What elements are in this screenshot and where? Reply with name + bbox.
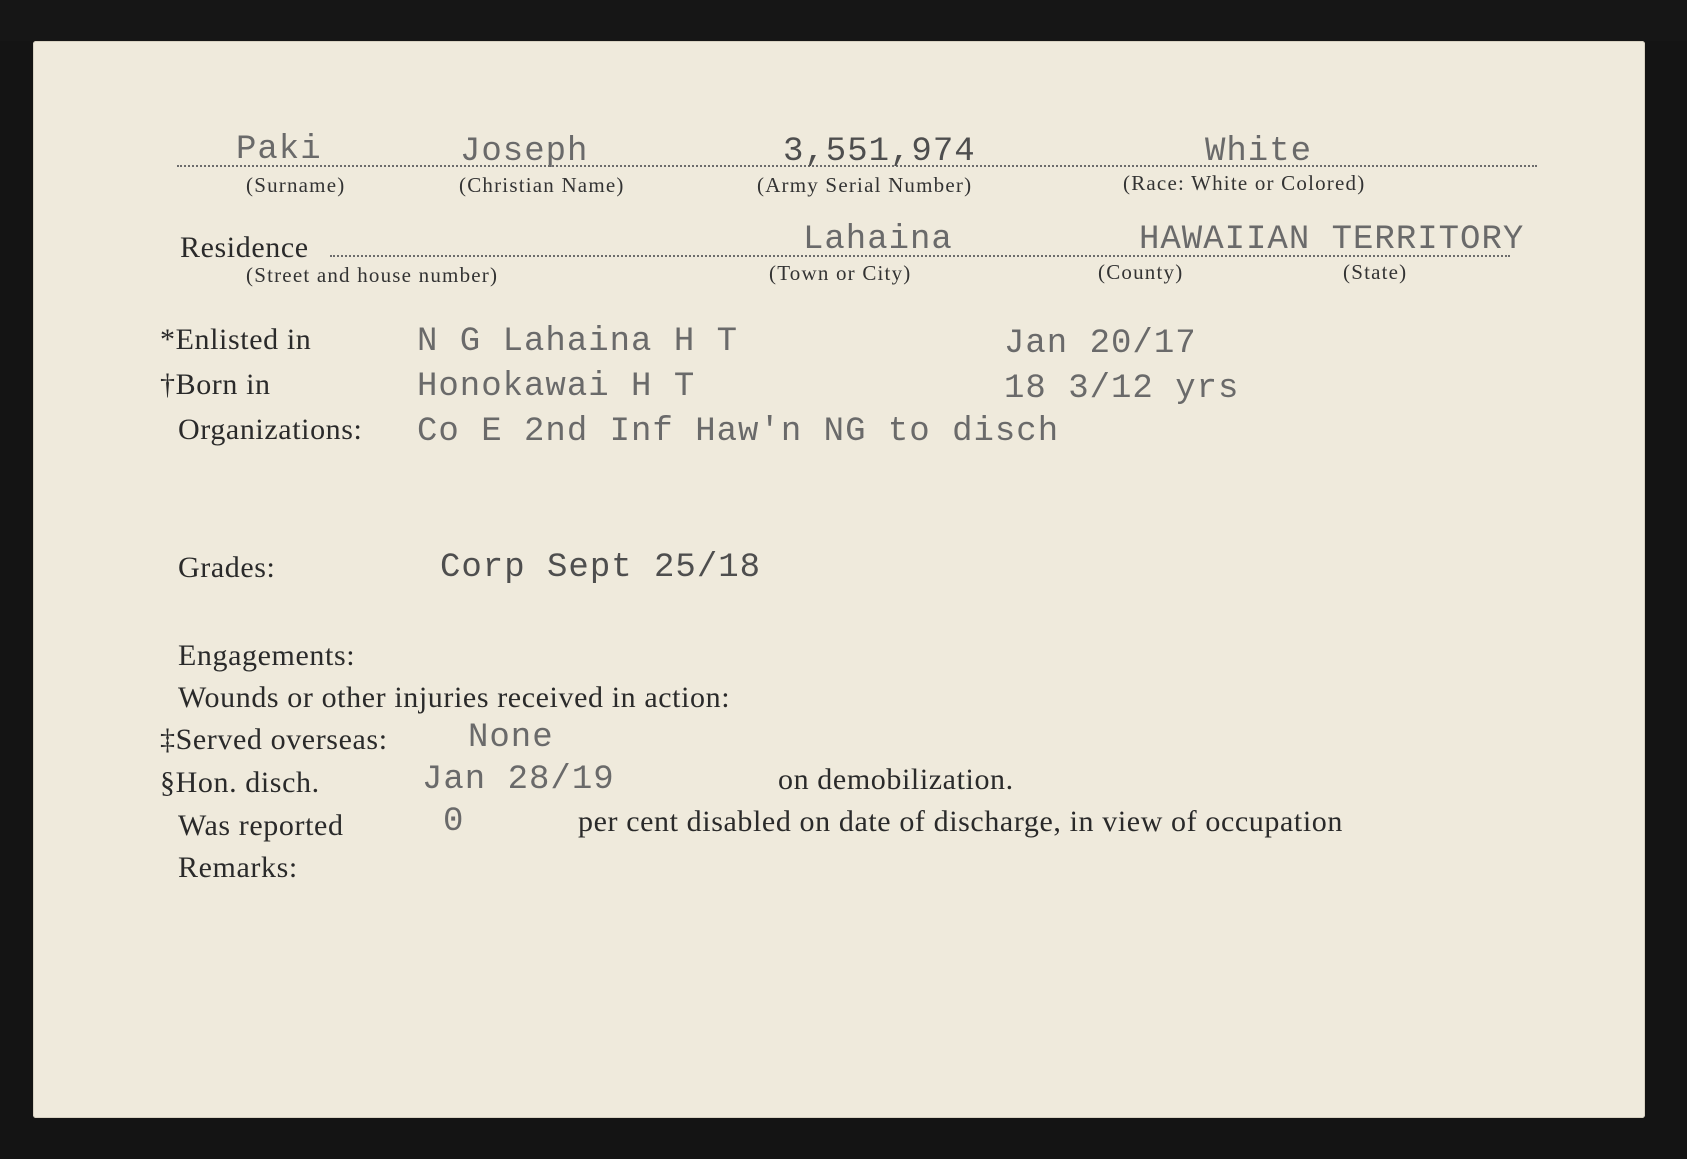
surname-value: Paki [236,131,322,169]
race-caption: (Race: White or Colored) [1123,171,1366,195]
race-value: White [1205,133,1313,171]
served-overseas-label: ‡Served overseas: [160,723,388,756]
disability-label: Was reported [178,809,344,842]
served-overseas-value: None [468,719,554,757]
disability-percent-value: 0 [443,803,465,841]
grades-label: Grades: [178,551,276,584]
surname-caption: (Surname) [246,173,346,197]
state-value: HAWAIIAN TERRITORY [1139,221,1525,259]
scan-background-top [0,0,1687,41]
county-caption: (County) [1098,260,1184,284]
discharge-suffix: on demobilization. [778,763,1014,796]
discharge-label: §Hon. disch. [160,766,320,799]
enlisted-label: *Enlisted in [160,323,312,356]
residence-label: Residence [180,231,309,264]
serial-number-caption: (Army Serial Number) [757,173,973,197]
street-caption: (Street and house number) [246,263,499,287]
wounds-label: Wounds or other injuries received in action: [178,681,731,714]
remarks-label: Remarks: [178,851,298,884]
service-record-card [33,41,1645,1118]
christian-name-value: Joseph [460,133,589,171]
disability-suffix: per cent disabled on date of discharge, in view of occupation [578,805,1343,838]
born-label: †Born in [160,368,271,401]
enlisted-place-value: N G Lahaina H T [417,323,739,361]
town-value: Lahaina [803,221,953,259]
born-age-value: 18 3/12 yrs [1004,370,1240,408]
organizations-label: Organizations: [178,413,363,446]
christian-name-caption: (Christian Name) [459,173,625,197]
grades-value: Corp Sept 25/18 [440,549,762,587]
town-caption: (Town or City) [769,261,912,285]
engagements-label: Engagements: [178,639,356,672]
serial-number-value: 3,551,974 [783,133,976,171]
born-place-value: Honokawai H T [417,368,696,406]
organizations-value: Co E 2nd Inf Haw'n NG to disch [417,413,1060,451]
enlisted-date-value: Jan 20/17 [1004,325,1197,363]
state-caption: (State) [1343,260,1408,284]
discharge-date-value: Jan 28/19 [422,761,615,799]
